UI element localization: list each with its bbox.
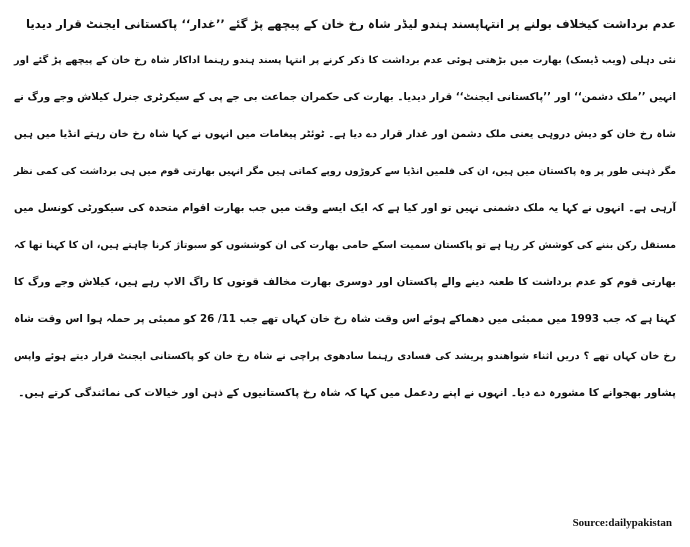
article-body — [14, 6, 676, 412]
article-line-5: آرہی ہے۔ انہوں نے کہا یہ ملک دشمنی نہیں تو اور کیا ہے کہ ایک ایسے وقت میں جب بھارت اقوام متحدہ کی سیکورٹی کونسل میں — [14, 202, 676, 214]
article-line-1: نئی دہلی (ویب ڈیسک) بھارت میں بڑھتی ہوئی عدم برداشت کا ذکر کرنے پر انتہا پسند ہندو رہنما اداکار شاہ رخ خان کے پیچھے پڑ گئے اور — [14, 55, 676, 66]
article-line-8: کہنا ہے کہ جب 1993 میں ممبئی میں دھماکے ہوئے اس وقت شاہ رخ خان کہاں تھے جب 11/ 26 کو ممبئی پر حملہ ہوا اس وقت شاہ — [14, 313, 676, 325]
article-line-10: پشاور بھجوانے کا مشورہ دے دیا۔ انہوں نے اپنے ردعمل میں کہا کہ شاہ رخ پاکستانیوں کے ذہن اور خیالات کی نمائندگی کرتے ہیں۔ — [18, 387, 676, 399]
article-line-9: رخ خان کہاں تھے ؟ دریں اثناء شواھندو پریشد کی فسادی رہنما سادھوی پراچی نے شاہ رخ خان کو پاکستانی ایجنٹ قرار دیتے ہوئے واپس — [14, 351, 676, 362]
article-line-7: بھارتی قوم کو عدم برداشت کا طعنہ دینے والے پاکستان اور دوسری بھارت مخالف قوتوں کا راگ الاپ رہے ہیں، کیلاش وجے ورگ کا — [14, 276, 676, 288]
article-line-4: مگر ذہنی طور پر وہ پاکستان میں ہیں، ان کی فلمیں انڈیا سے کروڑوں روپے کماتی ہیں مگر انہیں بھارتی قوم میں ہی برداشت کی کمی نظر — [14, 166, 676, 177]
article-line-3: شاہ رخ خان کو دیش دروہی یعنی ملک دشمن اور غدار قرار دے دیا ہے۔ ٹوئٹر پیغامات میں انہوں نے کہا شاہ رخ خان رہتے انڈیا میں ہیں — [14, 129, 676, 140]
source-credit: Source:dailypakistan — [572, 517, 672, 529]
article-line-2: انہیں ’’ملک دشمن‘‘ اور ’’پاکستانی ایجنٹ‘‘ قرار دیدیا۔ بھارت کی حکمران جماعت بی جے پی کے سیکرٹری جنرل کیلاش وجے ورگ نے — [14, 91, 676, 103]
article-line-6: مستقل رکن بننے کی کوشش کر رہا ہے تو پاکستان سمیت اسکے حامی بھارت کی ان کوششوں کو سبوتاژ کرنا چاہتے ہیں، ان کا کہنا تھا کہ — [14, 240, 676, 251]
article-headline: عدم برداشت کیخلاف بولنے پر انتہاپسند ہندو لیڈر شاہ رخ خان کے پیچھے پڑ گئے ’’غدار‘‘ پاکستانی ایجنٹ قرار دیدیا — [25, 17, 676, 31]
